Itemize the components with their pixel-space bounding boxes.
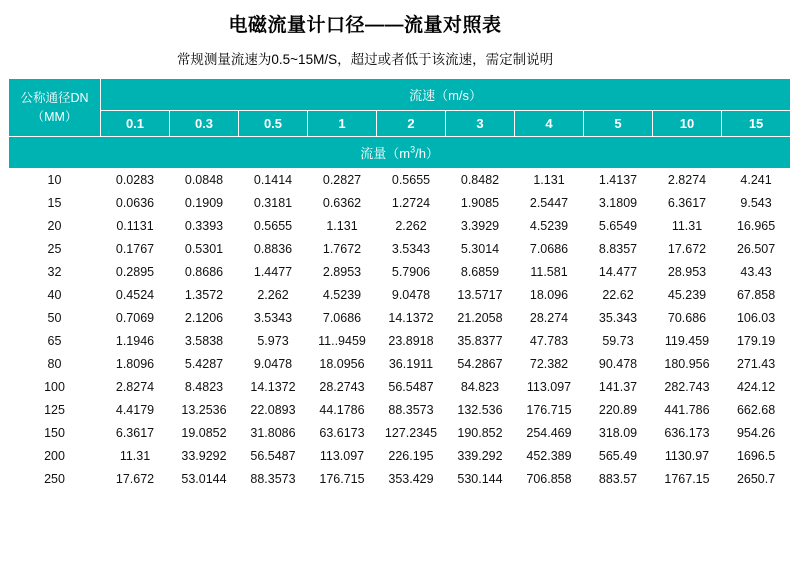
cell-flow-value: 0.2827 [308, 169, 377, 192]
cell-flow-value: 179.19 [722, 330, 791, 353]
cell-flow-value: 9.543 [722, 192, 791, 215]
cell-flow-value: 954.26 [722, 422, 791, 445]
cell-flow-value: 11..9459 [308, 330, 377, 353]
cell-flow-value: 1.131 [515, 169, 584, 192]
cell-flow-value: 1130.97 [653, 445, 722, 468]
cell-flow-value: 63.6173 [308, 422, 377, 445]
cell-flow-value: 14.477 [584, 261, 653, 284]
cell-flow-value: 113.097 [515, 376, 584, 399]
cell-flow-value: 0.5301 [170, 238, 239, 261]
cell-flow-value: 21.2058 [446, 307, 515, 330]
header-flow-suffix: /h） [415, 146, 439, 161]
table-row [9, 238, 791, 261]
cell-flow-value: 67.858 [722, 284, 791, 307]
table-row [9, 353, 791, 376]
cell-flow-value: 113.097 [308, 445, 377, 468]
cell-flow-value: 5.973 [239, 330, 308, 353]
cell-flow-value: 7.0686 [308, 307, 377, 330]
header-flow-prefix: 流量（m [360, 146, 411, 161]
cell-flow-value: 16.965 [722, 215, 791, 238]
header-speed-4: 2 [377, 111, 446, 137]
cell-flow-value: 282.743 [653, 376, 722, 399]
cell-flow-value: 1767.15 [653, 468, 722, 491]
cell-flow-value: 7.0686 [515, 238, 584, 261]
cell-flow-value: 23.8918 [377, 330, 446, 353]
table-row [9, 169, 791, 192]
cell-flow-value: 8.4823 [170, 376, 239, 399]
cell-dn: 250 [9, 468, 101, 491]
cell-flow-value: 141.37 [584, 376, 653, 399]
cell-flow-value: 2.1206 [170, 307, 239, 330]
cell-flow-value: 2.262 [239, 284, 308, 307]
cell-flow-value: 0.5655 [377, 169, 446, 192]
cell-flow-value: 339.292 [446, 445, 515, 468]
table-row [9, 330, 791, 353]
cell-flow-value: 5.7906 [377, 261, 446, 284]
cell-flow-value: 1.4477 [239, 261, 308, 284]
cell-flow-value: 56.5487 [239, 445, 308, 468]
flow-comparison-table [8, 78, 791, 491]
cell-flow-value: 3.1809 [584, 192, 653, 215]
table-row [9, 422, 791, 445]
cell-flow-value: 4.5239 [515, 215, 584, 238]
cell-flow-value: 226.195 [377, 445, 446, 468]
cell-flow-value: 17.672 [653, 238, 722, 261]
table-row [9, 284, 791, 307]
cell-dn: 10 [9, 169, 101, 192]
cell-flow-value: 0.7069 [101, 307, 170, 330]
cell-flow-value: 0.0848 [170, 169, 239, 192]
cell-flow-value: 14.1372 [239, 376, 308, 399]
header-dn-line2: （MM） [31, 109, 78, 124]
cell-flow-value: 31.8086 [239, 422, 308, 445]
cell-flow-value: 36.1911 [377, 353, 446, 376]
cell-flow-value: 2.5447 [515, 192, 584, 215]
cell-flow-value: 35.8377 [446, 330, 515, 353]
cell-flow-value: 8.8357 [584, 238, 653, 261]
cell-flow-value: 56.5487 [377, 376, 446, 399]
cell-flow-value: 452.389 [515, 445, 584, 468]
cell-flow-value: 3.5838 [170, 330, 239, 353]
header-speed-2: 0.5 [239, 111, 308, 137]
cell-flow-value: 662.68 [722, 399, 791, 422]
cell-flow-value: 1.9085 [446, 192, 515, 215]
cell-flow-value: 0.8686 [170, 261, 239, 284]
cell-flow-value: 11.31 [101, 445, 170, 468]
table-row [9, 261, 791, 284]
table-row [9, 215, 791, 238]
cell-dn: 20 [9, 215, 101, 238]
cell-flow-value: 14.1372 [377, 307, 446, 330]
header-speed-7: 5 [584, 111, 653, 137]
cell-flow-value: 565.49 [584, 445, 653, 468]
cell-dn: 40 [9, 284, 101, 307]
cell-flow-value: 54.2867 [446, 353, 515, 376]
header-speed-9: 15 [722, 111, 791, 137]
header-flow-rate [9, 137, 791, 169]
table-row [9, 376, 791, 399]
cell-flow-value: 1.131 [308, 215, 377, 238]
cell-flow-value: 8.6859 [446, 261, 515, 284]
cell-flow-value: 19.0852 [170, 422, 239, 445]
cell-flow-value: 0.8482 [446, 169, 515, 192]
cell-flow-value: 9.0478 [239, 353, 308, 376]
cell-flow-value: 0.5655 [239, 215, 308, 238]
cell-flow-value: 0.1909 [170, 192, 239, 215]
cell-flow-value: 22.62 [584, 284, 653, 307]
cell-flow-value: 88.3573 [377, 399, 446, 422]
cell-flow-value: 2.8274 [101, 376, 170, 399]
cell-flow-value: 3.3929 [446, 215, 515, 238]
cell-flow-value: 0.0636 [101, 192, 170, 215]
cell-flow-value: 26.507 [722, 238, 791, 261]
cell-flow-value: 35.343 [584, 307, 653, 330]
cell-flow-value: 1.8096 [101, 353, 170, 376]
cell-flow-value: 18.0956 [308, 353, 377, 376]
table-row [9, 445, 791, 468]
table-row [9, 307, 791, 330]
cell-flow-value: 2.262 [377, 215, 446, 238]
cell-flow-value: 190.852 [446, 422, 515, 445]
cell-flow-value: 43.43 [722, 261, 791, 284]
cell-flow-value: 883.57 [584, 468, 653, 491]
cell-flow-value: 2.8274 [653, 169, 722, 192]
cell-flow-value: 220.89 [584, 399, 653, 422]
cell-flow-value: 9.0478 [377, 284, 446, 307]
cell-flow-value: 0.4524 [101, 284, 170, 307]
cell-flow-value: 127.2345 [377, 422, 446, 445]
cell-flow-value: 44.1786 [308, 399, 377, 422]
cell-flow-value: 1.3572 [170, 284, 239, 307]
cell-dn: 80 [9, 353, 101, 376]
table-header [9, 79, 791, 169]
cell-flow-value: 119.459 [653, 330, 722, 353]
cell-flow-value: 254.469 [515, 422, 584, 445]
cell-flow-value: 6.3617 [653, 192, 722, 215]
cell-flow-value: 353.429 [377, 468, 446, 491]
table-row [9, 468, 791, 491]
cell-flow-value: 530.144 [446, 468, 515, 491]
cell-flow-value: 11.581 [515, 261, 584, 284]
cell-flow-value: 28.274 [515, 307, 584, 330]
cell-flow-value: 0.1414 [239, 169, 308, 192]
header-speed-6: 4 [515, 111, 584, 137]
cell-flow-value: 33.9292 [170, 445, 239, 468]
header-flow-sup: 3 [410, 144, 416, 155]
cell-dn: 125 [9, 399, 101, 422]
cell-flow-value: 176.715 [308, 468, 377, 491]
cell-flow-value: 88.3573 [239, 468, 308, 491]
cell-flow-value: 6.3617 [101, 422, 170, 445]
cell-flow-value: 84.823 [446, 376, 515, 399]
cell-flow-value: 28.2743 [308, 376, 377, 399]
cell-flow-value: 706.858 [515, 468, 584, 491]
cell-flow-value: 13.2536 [170, 399, 239, 422]
cell-dn: 65 [9, 330, 101, 353]
cell-flow-value: 318.09 [584, 422, 653, 445]
page-subtitle: 常规测量流速为0.5~15M/S，超过或者低于该流速，需定制说明 [176, 52, 554, 67]
cell-flow-value: 441.786 [653, 399, 722, 422]
cell-flow-value: 2.8953 [308, 261, 377, 284]
cell-flow-value: 28.953 [653, 261, 722, 284]
cell-flow-value: 53.0144 [170, 468, 239, 491]
cell-flow-value: 4.5239 [308, 284, 377, 307]
cell-flow-value: 3.5343 [377, 238, 446, 261]
cell-flow-value: 132.536 [446, 399, 515, 422]
cell-flow-value: 0.1767 [101, 238, 170, 261]
cell-flow-value: 5.6549 [584, 215, 653, 238]
cell-flow-value: 0.2895 [101, 261, 170, 284]
cell-flow-value: 4.4179 [101, 399, 170, 422]
page-title: 电磁流量计口径——流量对照表 [228, 15, 502, 36]
table-row [9, 399, 791, 422]
cell-flow-value: 1.7672 [308, 238, 377, 261]
header-row-speed-ticks [9, 111, 791, 137]
header-dn-line1: 公称通径DN [20, 91, 89, 106]
cell-flow-value: 176.715 [515, 399, 584, 422]
cell-flow-value: 0.3393 [170, 215, 239, 238]
cell-flow-value: 0.6362 [308, 192, 377, 215]
cell-flow-value: 2650.7 [722, 468, 791, 491]
header-speed-8: 10 [653, 111, 722, 137]
cell-flow-value: 59.73 [584, 330, 653, 353]
cell-flow-value: 0.0283 [101, 169, 170, 192]
cell-flow-value: 3.5343 [239, 307, 308, 330]
cell-flow-value: 22.0893 [239, 399, 308, 422]
cell-flow-value: 5.3014 [446, 238, 515, 261]
cell-flow-value: 72.382 [515, 353, 584, 376]
cell-dn: 32 [9, 261, 101, 284]
table-body [9, 169, 791, 491]
cell-dn: 200 [9, 445, 101, 468]
cell-flow-value: 18.096 [515, 284, 584, 307]
cell-flow-value: 13.5717 [446, 284, 515, 307]
cell-flow-value: 1.2724 [377, 192, 446, 215]
cell-flow-value: 5.4287 [170, 353, 239, 376]
cell-flow-value: 106.03 [722, 307, 791, 330]
cell-dn: 50 [9, 307, 101, 330]
cell-flow-value: 1.1946 [101, 330, 170, 353]
cell-flow-value: 1.4137 [584, 169, 653, 192]
cell-flow-value: 90.478 [584, 353, 653, 376]
header-flow-speed: 流速（m/s） [101, 79, 791, 111]
header-speed-0: 0.1 [101, 111, 170, 137]
table-row [9, 192, 791, 215]
cell-flow-value: 45.239 [653, 284, 722, 307]
cell-dn: 15 [9, 192, 101, 215]
cell-flow-value: 1696.5 [722, 445, 791, 468]
header-row-flow-unit [9, 137, 791, 169]
cell-dn: 25 [9, 238, 101, 261]
cell-flow-value: 70.686 [653, 307, 722, 330]
header-speed-5: 3 [446, 111, 515, 137]
cell-flow-value: 424.12 [722, 376, 791, 399]
cell-dn: 150 [9, 422, 101, 445]
cell-dn: 100 [9, 376, 101, 399]
header-speed-3: 1 [308, 111, 377, 137]
header-speed-1: 0.3 [170, 111, 239, 137]
cell-flow-value: 17.672 [101, 468, 170, 491]
cell-flow-value: 0.1131 [101, 215, 170, 238]
cell-flow-value: 180.956 [653, 353, 722, 376]
cell-flow-value: 636.173 [653, 422, 722, 445]
header-row-speed [9, 79, 791, 111]
cell-flow-value: 47.783 [515, 330, 584, 353]
cell-flow-value: 0.8836 [239, 238, 308, 261]
cell-flow-value: 4.241 [722, 169, 791, 192]
header-nominal-diameter [9, 79, 101, 137]
cell-flow-value: 271.43 [722, 353, 791, 376]
cell-flow-value: 0.3181 [239, 192, 308, 215]
cell-flow-value: 11.31 [653, 215, 722, 238]
